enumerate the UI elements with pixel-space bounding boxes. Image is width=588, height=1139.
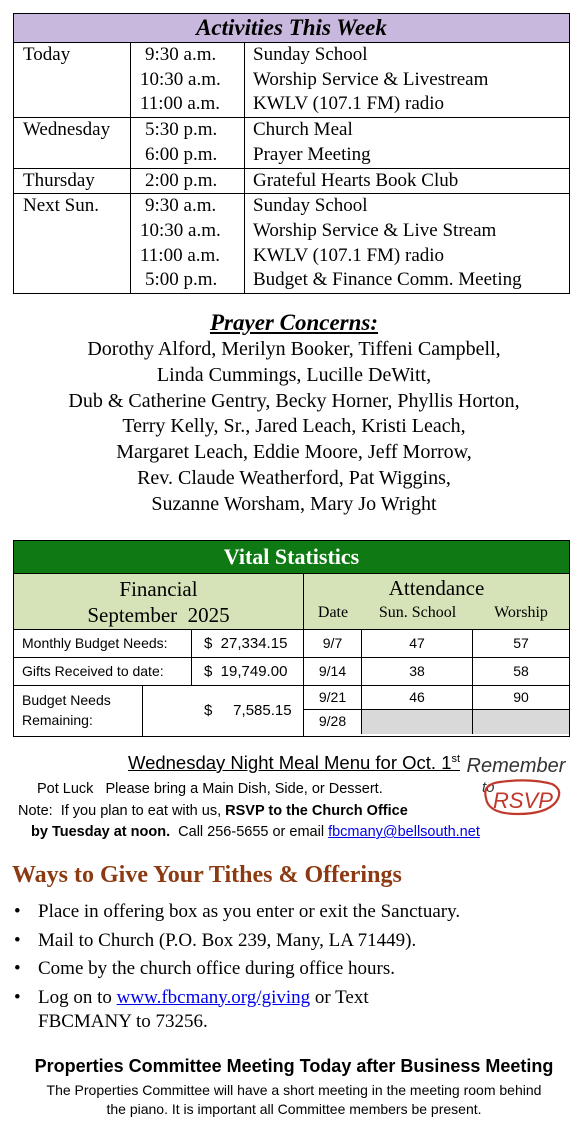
prayer-line: Suzanne Worsham, Mary Jo Wright [151, 492, 437, 515]
properties-text [0, 1081, 588, 1119]
activity-event: Sunday School [253, 44, 368, 65]
attendance-school [362, 710, 473, 734]
activity-day: Next Sun. [14, 194, 131, 293]
activity-day: Today [14, 43, 131, 117]
attendance-section [304, 573, 569, 736]
activity-event: Prayer Meeting [253, 143, 371, 165]
attendance-worship [473, 710, 569, 734]
activity-event: Grateful Hearts Book Club [253, 169, 459, 191]
attendance-row [304, 685, 569, 709]
vital-title: Vital Statistics [14, 541, 569, 573]
activity-group-next-sunday [14, 194, 569, 293]
activity-time: 2:00 p.m. [145, 169, 218, 191]
financial-row-value: $ 19,749.00 [204, 663, 288, 680]
financial-row [14, 657, 304, 685]
activity-event: KWLV (107.1 FM) radio [253, 244, 445, 266]
financial-row-label: Gifts Received to date: [14, 658, 192, 685]
attendance-date: 9/28 [304, 710, 362, 734]
attendance-school: 46 [362, 686, 473, 709]
activity-time: 5:00 p.m. [145, 269, 218, 291]
activity-time: 11:00 a.m. [140, 244, 221, 266]
activity-event: Sunday School [253, 195, 368, 217]
give-title: Ways to Give Your Tithes & Offerings [12, 862, 402, 888]
attendance-col-header: Date [317, 604, 349, 621]
attendance-col-header: Worship [494, 604, 548, 621]
activity-time: 6:00 p.m. [145, 143, 218, 165]
activities-title: Activities This Week [14, 14, 569, 43]
activity-event: Church Meal [253, 119, 353, 141]
give-item: • Come by the church office during office hours. [14, 955, 574, 984]
financial-row-value: $ 7,585.15 [204, 702, 292, 719]
activity-time: 9:30 a.m. [145, 195, 217, 217]
give-item: • Place in offering box as you enter or exit the Sanctuary. [14, 898, 574, 927]
give-item: • Mail to Church (P.O. Box 239, Many, LA 71449). [14, 927, 574, 956]
prayer-line: Rev. Claude Weatherford, Pat Wiggins, [137, 466, 451, 489]
activity-group-wednesday [14, 118, 569, 168]
financial-row-value: $ 27,334.15 [204, 635, 288, 652]
financial-row [14, 629, 304, 657]
attendance-school: 47 [362, 630, 473, 657]
activity-event: Worship Service & Livestream [253, 68, 489, 90]
rsvp-to-text: to [482, 779, 495, 796]
financial-section [14, 573, 304, 736]
attendance-date: 9/7 [304, 630, 362, 657]
rsvp-word-text: RSVP [493, 788, 553, 813]
attendance-col-header: Sun. School [378, 604, 457, 621]
activity-day: Thursday [14, 169, 131, 194]
prayer-line: Terry Kelly, Sr., Jared Leach, Kristi Leach, [122, 415, 466, 438]
activity-day: Wednesday [14, 118, 131, 167]
prayer-list [0, 337, 588, 518]
attendance-row [304, 709, 569, 734]
attendance-label: Attendance [388, 576, 485, 600]
attendance-date: 9/14 [304, 658, 362, 685]
financial-label: Financial [119, 577, 198, 601]
meal-title: Wednesday Night Meal Menu for Oct. 1st [127, 752, 461, 773]
remember-rsvp-graphic [466, 746, 566, 826]
financial-row [14, 685, 304, 736]
meal-line: Note: If you plan to eat with us, RSVP to the Church Office [18, 802, 408, 819]
activities-table [13, 13, 570, 294]
prayer-line: Margaret Leach, Eddie Moore, Jeff Morrow, [116, 441, 472, 464]
activity-group-today [14, 43, 569, 118]
prayer-line: Dorothy Alford, Merilyn Booker, Tiffeni Campbell, [87, 338, 501, 360]
vital-statistics-table [13, 540, 570, 737]
prayer-line: Linda Cummings, Lucille DeWitt, [156, 363, 432, 386]
attendance-worship: 90 [513, 689, 529, 705]
activity-time: 11:00 a.m. [140, 93, 221, 115]
give-item-continuation: FBCMANY to 73256. [38, 1011, 208, 1032]
properties-line: The Properties Committee will have a short meeting in the meeting room behind [46, 1082, 542, 1098]
meal-line: by Tuesday at noon. Call 256-5655 or email fbcmany@bellsouth.net [31, 824, 480, 840]
properties-title: Properties Committee Meeting Today after Business Meeting [34, 1056, 554, 1076]
activity-event: Worship Service & Live Stream [253, 219, 497, 241]
activity-event: KWLV (107.1 FM) radio [253, 93, 445, 115]
activity-time: 5:30 p.m. [145, 119, 218, 141]
activity-group-thursday [14, 169, 569, 195]
financial-row-label: Monthly Budget Needs: [14, 630, 192, 657]
email-link[interactable]: fbcmany@bellsouth.net [328, 824, 480, 840]
meal-line: Pot Luck Please bring a Main Dish, Side, or Dessert. [37, 781, 383, 797]
attendance-row [304, 657, 569, 685]
attendance-school: 38 [362, 658, 473, 685]
attendance-worship: 58 [513, 663, 529, 679]
activity-time: 10:30 a.m. [140, 219, 221, 241]
financial-row-label: Budget Needs Remaining: [14, 686, 143, 736]
attendance-worship: 57 [513, 635, 529, 651]
rsvp-remember-text: Remember [466, 755, 566, 777]
giving-link[interactable]: www.fbcmany.org/giving [116, 986, 311, 1008]
financial-period: September 2025 [87, 603, 230, 627]
attendance-date: 9/21 [304, 686, 362, 709]
properties-line: the piano. It is important all Committee members be present. [106, 1101, 482, 1117]
activity-event: Budget & Finance Comm. Meeting [253, 269, 522, 291]
prayer-line: Dub & Catherine Gentry, Becky Horner, Phyllis Horton, [68, 389, 520, 412]
activity-time: 9:30 a.m. [145, 44, 217, 65]
give-list [14, 898, 574, 1034]
prayer-title: Prayer Concerns: [209, 310, 379, 335]
attendance-row [304, 629, 569, 657]
give-item: • Log on to www.fbcmany.org/giving or Text FBCMANY to 73256. [14, 984, 574, 1035]
activity-time: 10:30 a.m. [140, 68, 221, 90]
